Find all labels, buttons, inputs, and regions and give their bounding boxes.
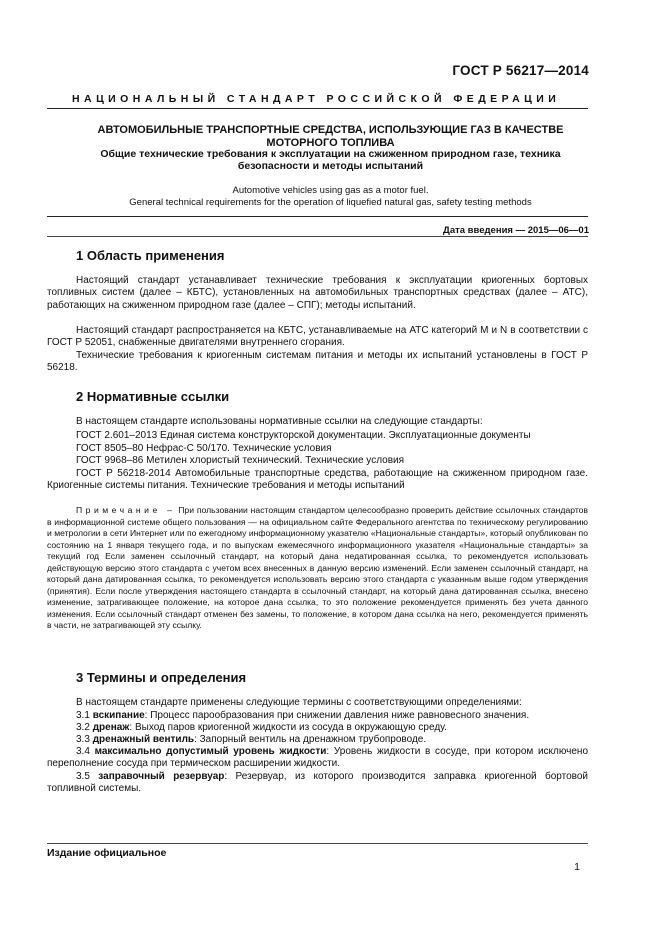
title-en-line: Automotive vehicles using gas as a motor fuel. <box>232 185 429 196</box>
term-name: заправочный резервуар <box>98 771 225 782</box>
term-definition: 3.4 максимально допустимый уровень жидкости: Уровень жидкости в сосуде, при котором исключено переполнение сосуда при термическом расширении жидкости. <box>47 746 589 770</box>
title-subtitle <box>70 148 591 173</box>
national-standard-banner: НАЦИОНАЛЬНЫЙ СТАНДАРТ РОССИЙСКОЙ ФЕДЕРАЦИИ <box>72 93 561 105</box>
note-label: Примечание – <box>76 505 176 515</box>
term-name: вскипание <box>92 710 145 721</box>
official-edition-label: Издание официальное <box>47 847 167 859</box>
term-definition: 3.5 заправочный резервуар: Резервуар, из которого производится заправка криогенной бортовой топливной системы. <box>47 771 588 795</box>
title-english <box>60 185 601 208</box>
section-3-heading: 3 Термины и определения <box>76 670 247 685</box>
title-main-line: МОТОРНОГО ТОПЛИВА <box>266 136 395 149</box>
term-definition: 3.1 вскипание: Процесс парообразования при снижении давления ниже равновесного значения. <box>76 710 530 721</box>
header-rule <box>47 108 588 109</box>
reference-item: ГОСТ 9968–86 Метилен хлористый технический. Технические условия <box>76 455 405 466</box>
references-note <box>47 505 588 632</box>
title-sub-line: безопасности и методы испытаний <box>237 160 424 173</box>
date-rule <box>47 236 588 237</box>
title-sub-line: Общие технические требования к эксплуатации на сжиженном природном газе, техника <box>100 148 561 160</box>
term-name: дренажный вентиль <box>92 734 195 745</box>
term-name: максимально допустимый уровень жидкости <box>94 746 327 757</box>
title-en-line: General technical requirements for the operation of liquefied natural gas, safety testing methods <box>129 196 532 208</box>
page-number: 1 <box>574 861 580 873</box>
footer-rule <box>47 843 588 844</box>
section-2-intro: В настоящем стандарте использованы нормативные ссылки на следующие стандарты: <box>76 416 483 427</box>
reference-item: ГОСТ 8505–80 Нефрас-С 50/170. Технические условия <box>76 443 332 454</box>
section-1-paragraph: Настоящий стандарт распространяется на КБТС, устанавливаемые на АТС категорий М и N в соответствии с ГОСТ Р 52051, снабженные двигателями внутреннего сгорания. <box>47 325 588 349</box>
term-definition: 3.3 дренажный вентиль: Запорный вентиль на дренажном трубопроводе. <box>76 734 427 745</box>
note-text: При пользовании настоящим стандартом целесообразно проверить действие ссылочных стандартов в информационной системе общего пользования — на официальном сайте Федерального агентства по техническому регулированию и метрологии в сети Интернет или по ежегодному информационному указателю «Национальные стандарты», который опубликован по состоянию на 1 января текущего года, и по выпускам ежемесячного информационного указателя «Национальные стандарты» за текущий год Если заменен ссылочный стандарт, на который дана недатированная ссылка, то рекомендуется использовать действующую версию этого стандарта с учетом всех внесенных в данную версию изменений. Если заменен ссылочный стандарт, на который дана датированная ссылка, то рекомендуется использовать версию этого стандарта с указанным выше годом утверждения (принятия). Если после утверждения настоящего стандарта в ссылочный стандарт, на который дана датированная ссылка, внесено изменение, затрагивающее положение, на которое дана ссылка, то это положение рекомендуется применять без учета данного изменения. Если ссылочный стандарт отменен без замены, то положение, в котором дана ссылка на него, рекомендуется применять в части, не затрагивающей эту ссылку. <box>47 505 588 631</box>
introduction-date: Дата введения — 2015—06—01 <box>443 225 589 236</box>
section-1-paragraph: Настоящий стандарт устанавливает технические требования к эксплуатации криогенных бортовых топливных систем (далее – КБТС), установленных на автомобильных транспортных средствах (далее – АТС), работающих на сжиженном природном газе (далее – СПГ); методы испытаний. <box>47 275 588 311</box>
section-2-heading: 2 Нормативные ссылки <box>76 389 230 404</box>
title-main-line: АВТОМОБИЛЬНЫЕ ТРАНСПОРТНЫЕ СРЕДСТВА, ИСПОЛЬЗУЮЩИЕ ГАЗ В КАЧЕСТВЕ <box>97 124 564 136</box>
reference-item: ГОСТ Р 56218-2014 Автомобильные транспортные средства, работающие на сжиженном природном газе. Криогенные системы питания. Технические требования и методы испытаний <box>47 468 588 492</box>
title-main <box>70 124 591 149</box>
term-name: дренаж <box>92 722 130 733</box>
reference-item: ГОСТ 2.601–2013 Единая система конструкторской документации. Эксплуатационные документы <box>76 430 531 441</box>
term-definition: 3.2 дренаж: Выход паров криогенной жидкости из сосуда в окружающую среду. <box>76 722 447 733</box>
section-1-paragraph: Технические требования к криогенным системам питания и методы их испытаний установлены в ГОСТ Р 56218. <box>47 350 588 374</box>
section-3-intro: В настоящем стандарте применены следующие термины с соответствующими определениями: <box>76 697 522 708</box>
title-rule <box>47 216 588 217</box>
section-1-heading: 1 Область применения <box>76 248 225 263</box>
document-id: ГОСТ Р 56217—2014 <box>452 63 589 78</box>
